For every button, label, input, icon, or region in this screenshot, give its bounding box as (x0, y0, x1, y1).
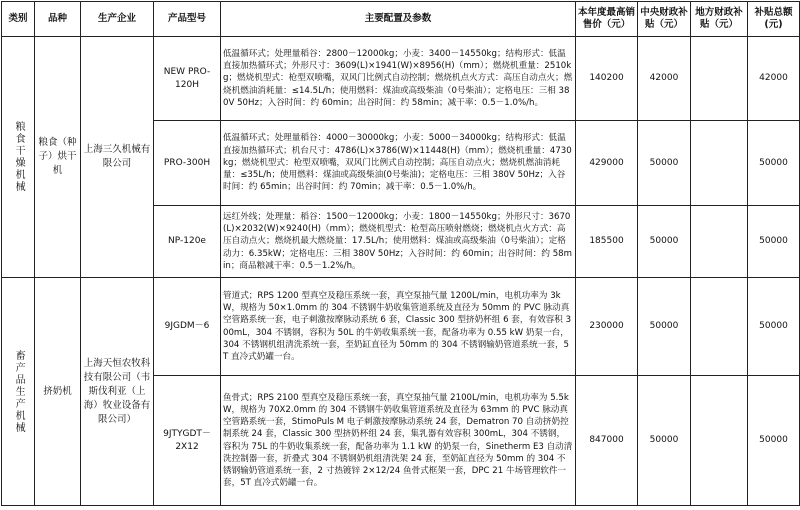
local-subsidy-cell (691, 376, 748, 506)
total-subsidy-cell: 50000 (748, 206, 800, 278)
subsidy-table (1, 1, 800, 506)
header-config: 主要配置及参数 (221, 2, 576, 37)
total-subsidy-cell: 50000 (748, 376, 800, 506)
config-cell: 远红外线；处理量：稻谷：1500－12000kg；小麦：1800－14550kg；外形尺寸：3670(L)×2032(W)×9240(H)（mm）；燃烧机型式：枪型高压喷射燃烧；燃烧机点火方式：高压自动点火；燃烧机最大燃烧量：17.5L/h；使用燃料：煤油或高级柴油（0号柴油）；定格动力：6.35kW；定格电压：三相 380V 50Hz；入谷时间：约 60min；出谷时间：约 58min；商品粮减干率：0.5－1.2%/h。 (221, 206, 576, 278)
config-cell: 管道式；RPS 1200 型真空及稳压系统一套，真空泵抽气量 1200L/min，电机功率为 3kW，规格为 50×1.0mm 的 304 不锈钢牛奶收集管道系统及直径为 50mm 的 PVC 脉动真空管路系统一套，电子刺激按摩脉动系统 6 套，Classic 300 型挤奶杯组 6 套，有效容积 300mL，304 不锈钢，容积为 50L 的牛奶收集系统一套，配备功率为 0.55 kW 奶泵一台，304 不锈钢机组清洗系统一套，至奶缸直径为 50mm 的 304 不锈钢输奶管道系统一套，5T 直冷式奶罐一台。 (221, 278, 576, 376)
local-subsidy-cell (691, 37, 748, 121)
central-subsidy-cell: 50000 (638, 206, 691, 278)
category-label: 畜产品生产机械 (13, 349, 25, 434)
table-row (2, 278, 800, 376)
model-cell: 9JTYGDT－2X12 (154, 376, 221, 506)
model-cell: NP-120e (154, 206, 221, 278)
max-price-cell: 230000 (576, 278, 638, 376)
central-subsidy-cell: 50000 (638, 121, 691, 206)
header-row (2, 2, 800, 37)
header-max-price: 本年度最高销售价（元） (576, 2, 638, 37)
category-cell (2, 37, 35, 278)
config-cell: 低温循环式；处理量稻谷：4000－30000kg；小麦：5000－34000kg；结构形式：低温直接加热循环式；机台尺寸：4786(L)×3786(W)×11448(H)（mm）；燃烧机重量：4730kg；燃烧机型式：枪型双喷嘴，双风门比例式自动控制；高压自动点火；燃烧机燃油消耗量：≤35L/h；使用燃料：煤油或高级柴油(0号柴油)；定格电压：三相 380V 50Hz；入谷时间：约 65min；出谷时间：约 70min；减干率：0.5－1.0%/h。 (221, 121, 576, 206)
total-subsidy-cell: 50000 (748, 121, 800, 206)
variety-cell: 挤奶机 (35, 278, 81, 506)
producer-cell: 上海三久机械有限公司 (81, 37, 154, 278)
config-cell: 鱼骨式；RPS 2100 型真空及稳压系统一套，真空泵抽气量 2100L/min，电机功率为 5.5kW，规格为 70X2.0mm 的 304 不锈钢牛奶收集管道系统及直径为 63mm 的 PVC 脉动真空管路系统一套，StimoPuls M 电子刺激按摩脉动系统 24 套，Dematron 70 自动挤奶控制系统 24 套，Classic 300 型挤奶杯组 24 套，集乳器有效容积 300mL，304 不锈钢，容积为 75L 的牛奶收集系统一套，配备功率为 1.1 kW 的奶泵一台，Sinetherm E3 自动清洗控制器一套，折叠式 304 不锈钢奶机组清洗架 24 套，至奶缸直径为 50mm 的 304 不锈钢输奶管道系统一套，2 寸热镀锌 2×12/24 鱼骨式框架一套，DPC 21 牛场管理软件一套，5T 直冷式奶罐一台。 (221, 376, 576, 506)
header-producer: 生产企业 (81, 2, 154, 37)
header-category: 类别 (2, 2, 35, 37)
model-cell: PRO-300H (154, 121, 221, 206)
local-subsidy-cell (691, 278, 748, 376)
model-cell: 9JGDM－6 (154, 278, 221, 376)
local-subsidy-cell (691, 206, 748, 278)
config-cell: 低温循环式；处理量稻谷：2800－12000kg；小麦：3400－14550kg；结构形式：低温直接加热循环式；外形尺寸：3609(L)×1941(W)×8956(H)（mm）；燃烧机重量：2510kg；燃烧机型式：枪型双喷嘴，双风门比例式自动控制；燃烧机点火方式：高压自动点火；燃烧机燃油消耗量：≤14.5L/h；使用燃料：煤油或高级柴油（0号柴油）；定格电压：三相 380V 50Hz；入谷时间：约 60min；出谷时间：约 58min；减干率：0.5－1.0%/h。 (221, 37, 576, 121)
header-total-subsidy: 补贴总额(元) (748, 2, 800, 37)
header-variety: 品种 (35, 2, 81, 37)
max-price-cell: 185500 (576, 206, 638, 278)
central-subsidy-cell: 50000 (638, 278, 691, 376)
max-price-cell: 847000 (576, 376, 638, 506)
category-cell (2, 278, 35, 506)
header-local-subsidy: 地方财政补贴（元） (691, 2, 748, 37)
header-model: 产品型号 (154, 2, 221, 37)
max-price-cell: 429000 (576, 121, 638, 206)
total-subsidy-cell: 42000 (748, 37, 800, 121)
total-subsidy-cell: 50000 (748, 278, 800, 376)
model-cell: NEW PRO-120H (154, 37, 221, 121)
local-subsidy-cell (691, 121, 748, 206)
central-subsidy-cell: 50000 (638, 376, 691, 506)
header-central-subsidy: 中央财政补贴（元） (638, 2, 691, 37)
table-row (2, 37, 800, 121)
variety-cell: 粮食（种子）烘干机 (35, 37, 81, 278)
producer-cell: 上海天恒农牧科技有限公司（韦斯伐利亚（上海）牧业设备有限公司） (81, 278, 154, 506)
category-label: 粮食干燥机械 (13, 121, 25, 193)
central-subsidy-cell: 42000 (638, 37, 691, 121)
max-price-cell: 140200 (576, 37, 638, 121)
